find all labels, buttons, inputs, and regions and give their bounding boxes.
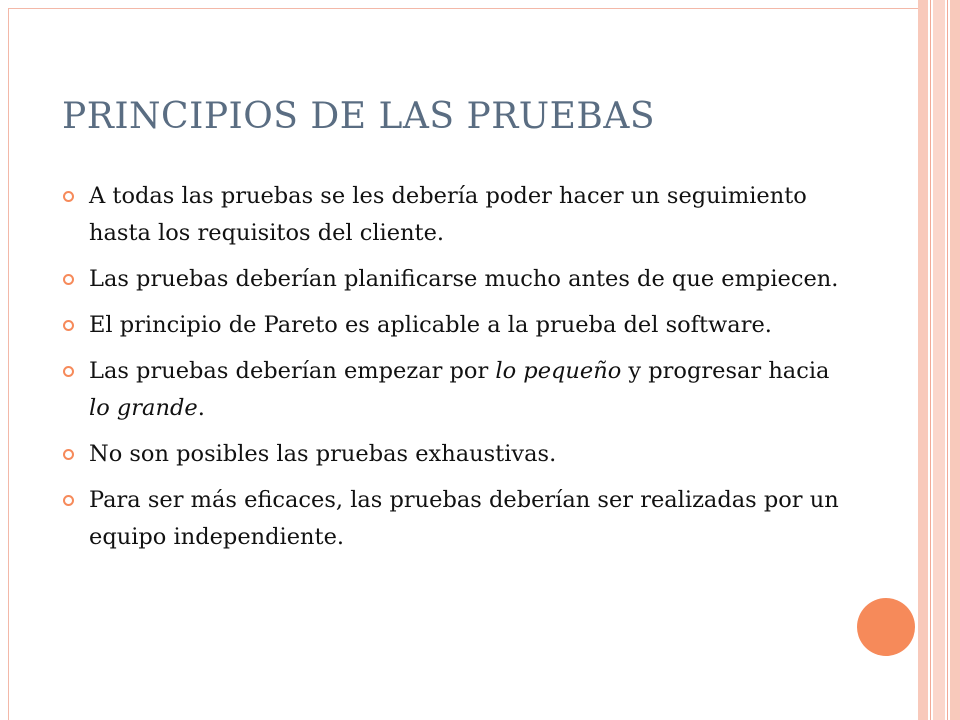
decorative-stripe: [918, 0, 928, 720]
bullet-text: y progresar hacia: [621, 358, 830, 384]
bullet-list: [62, 178, 842, 565]
circle-bullet-icon: [62, 319, 75, 332]
bullet-text-italic: lo pequeño: [495, 358, 622, 384]
decorative-stripe: [947, 0, 948, 720]
bullet-text: Las pruebas deberían planificarse mucho antes de que empiecen.: [89, 266, 839, 292]
decorative-circle: [857, 598, 915, 656]
bullet-text: .: [197, 395, 205, 421]
bullet-text: El principio de Pareto es aplicable a la prueba del software.: [89, 312, 772, 338]
bullet-text: A todas las pruebas se les debería poder hacer un seguimiento hasta los requisitos del cliente.: [89, 183, 807, 246]
circle-bullet-icon: [62, 273, 75, 286]
bullet-text: Las pruebas deberían empezar por: [89, 358, 496, 384]
circle-bullet-icon: [62, 448, 75, 461]
bullet-text-italic: lo grande: [89, 395, 198, 421]
bullet-item: [62, 178, 842, 252]
bullet-item: [62, 353, 842, 427]
circle-bullet-icon: [62, 494, 75, 507]
bullet-item: [62, 482, 842, 556]
bullet-item: [62, 436, 842, 473]
bullet-item: [62, 261, 842, 298]
circle-bullet-icon: [62, 190, 75, 203]
bullet-item: [62, 307, 842, 344]
bullet-text: Para ser más eficaces, las pruebas deberían ser realizadas por un equipo independiente.: [89, 487, 839, 550]
slide-title: PRINCIPIOS DE LAS PRUEBAS: [62, 96, 656, 137]
bullet-text: No son posibles las pruebas exhaustivas.: [89, 441, 557, 467]
circle-bullet-icon: [62, 365, 75, 378]
decorative-stripe: [933, 0, 945, 720]
decorative-stripe: [930, 0, 931, 720]
decorative-stripe: [950, 0, 960, 720]
